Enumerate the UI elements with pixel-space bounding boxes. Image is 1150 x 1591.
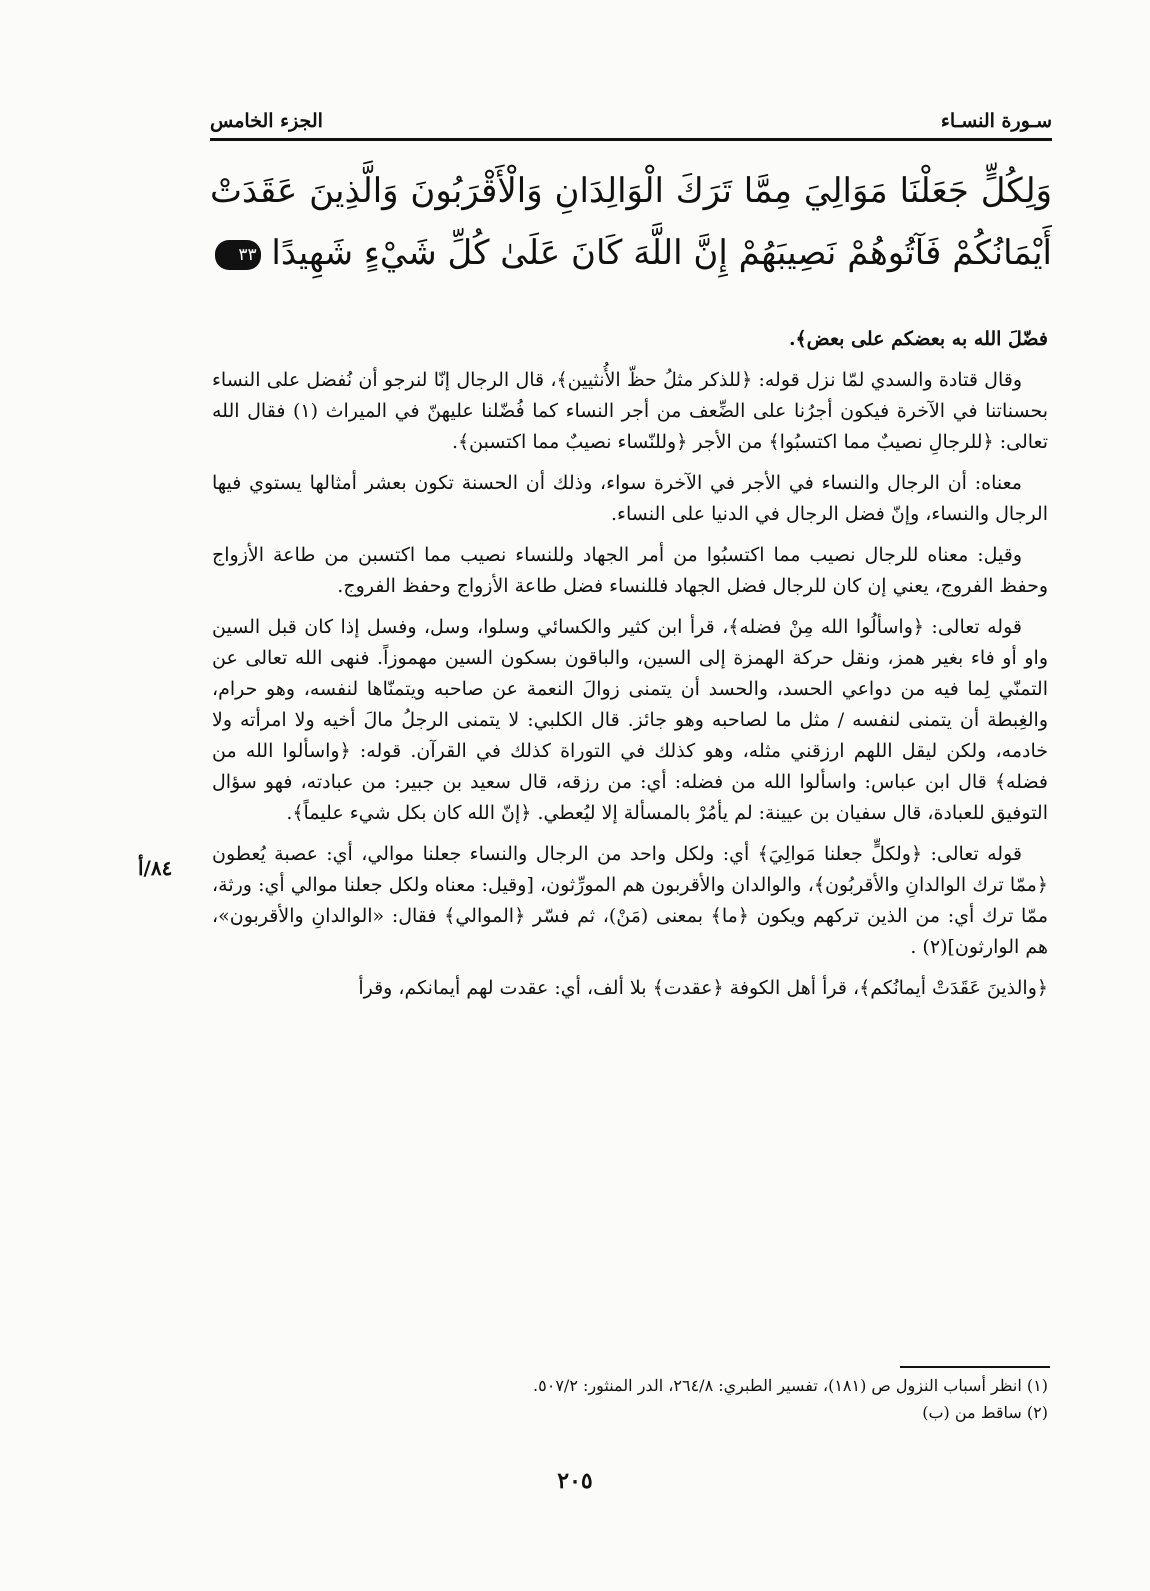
header-rule [210, 138, 1052, 141]
footnote-rule [900, 1366, 1050, 1368]
part-title: الجزء الخامس [210, 110, 323, 132]
commentary-body [212, 324, 1048, 1014]
running-header [210, 98, 1052, 132]
surah-title: سـورة النسـاء [940, 110, 1052, 132]
footnote-1: (١) انظر أسباب النزول ص (١٨١)، تفسير الطبري: ٢٦٤/٨، الدر المنثور: ٥٠٧/٢. [533, 1376, 1048, 1395]
manuscript-folio-note: ٨٤/أ [138, 856, 173, 880]
paragraph-5: قوله تعالى: ﴿واسألُوا الله مِنْ فضله﴾، قرأ ابن كثير والكسائي وسلوا، وسل، وفسل إذا كان قبل السين واو أو فاء بغير همز، ونقل حركة الهمزة إلى السين، والباقون بسكون السين مهموزاً. فنهى الله تعالى عن التمنّي لِما فيه من دواعي الحسد، والحسد أن يتمنى زوالَ النعمة عن صاحبه ويتمنّاها لنفسه، وهو حرام، والغِبطة أن يتمنى لنفسه / مثل ما لصاحبه وهو جائز. قال الكلبي: لا يتمنى الرجلُ مالَ أخيه ولا امرأته ولا خادمه، ولكن ليقل اللهم ارزقني مثله، وهو كذلك في التوراة كذلك في القرآن. قوله: ﴿واسألوا الله من فضله﴾ قال ابن عباس: واسألوا الله من فضله: أي: من رزقه، قال سعيد بن جبير: من عبادته، فهو سؤال التوفيق للعبادة، قال سفيان بن عيينة: لم يأمُرْ بالمسألة إلا ليُعطي. ﴿إنّ الله كان بكل شيء عليماً﴾. [212, 616, 1048, 824]
ayah-number-marker: ٣٣ [215, 240, 261, 270]
footnotes [212, 1372, 1048, 1426]
paragraph-1: فضّلَ الله به بعضكم على بعض﴾. [788, 328, 1048, 350]
paragraph-7: ﴿والذينَ عَقَدَتْ أيمانُكم﴾، قرأ أهل الكوفة ﴿عقدت﴾ بلا ألف، أي: عقدت لهم أيمانكم، وقرأ [358, 977, 1048, 999]
paragraph-2: وقال قتادة والسدي لمّا نزل قوله: ﴿للذكر مثلُ حظّ الأُنثيين﴾، قال الرجال إنّا لنرجو أن نُفضل على النساء بحسناتنا في الآخرة فيكون أجرُنا على الضِّعف من أجر النساء كما فُضّلنا عليهنّ في الميراث (١) فقال الله تعالى: ﴿للرجالِ نصيبٌ مما اكتسبُوا﴾ من الأجر ﴿وللنّساء نصيبٌ مما اكتسبن﴾. [212, 369, 1048, 453]
verse-line-1: وَلِكُلٍّ جَعَلْنَا مَوَالِيَ مِمَّا تَرَكَ الْوَالِدَانِ وَالْأَقْرَبُونَ وَالَّذِينَ عَقَدَتْ [210, 171, 1052, 211]
page-number: ٢٠٥ [557, 1468, 593, 1494]
quran-verse [210, 160, 1052, 284]
verse-line-2-text: أَيْمَانُكُمْ فَآتُوهُمْ نَصِيبَهُمْ إِنَّ اللَّهَ كَانَ عَلَىٰ كُلِّ شَيْءٍ شَهِيدًا [271, 233, 1052, 273]
paragraph-4: وقيل: معناه للرجال نصيب مما اكتسبُوا من أمر الجهاد وللنساء نصيب مما اكتسبن من طاعة الأزواج وحفظ الفروج، يعني إن كان للرجال فضل الجهاد فللنساء فضل طاعة الأزواج وحفظ الفروج. [212, 544, 1048, 597]
paragraph-6: قوله تعالى: ﴿ولكلٍّ جعلنا مَوالِيَ﴾ أي: ولكل واحد من الرجال والنساء جعلنا موالي، أي: عصبة يُعطون ﴿ممّا ترك الوالدانِ والأقربُون﴾، والوالدان والأقربون هم المورِّثون، [وقيل: معناه ولكل جعلنا موالي أي: ورثة، ممّا ترك أي: من الذين تركهم ويكون ﴿ما﴾ بمعنى (مَنْ)، ثم فسّر ﴿الموالي﴾ فقال: «الوالدانِ والأقربون»، هم الوارثون](٢) . [212, 843, 1048, 958]
footnote-2: (٢) ساقط من (ب) [922, 1403, 1048, 1422]
verse-line-2 [210, 222, 1052, 284]
paragraph-3: معناه: أن الرجال والنساء في الأجر في الآخرة سواء، وذلك أن الحسنة تكون بعشر أمثالها يستوي فيها الرجال والنساء، وإنّ فضل الرجال في الدنيا على النساء. [212, 472, 1048, 525]
